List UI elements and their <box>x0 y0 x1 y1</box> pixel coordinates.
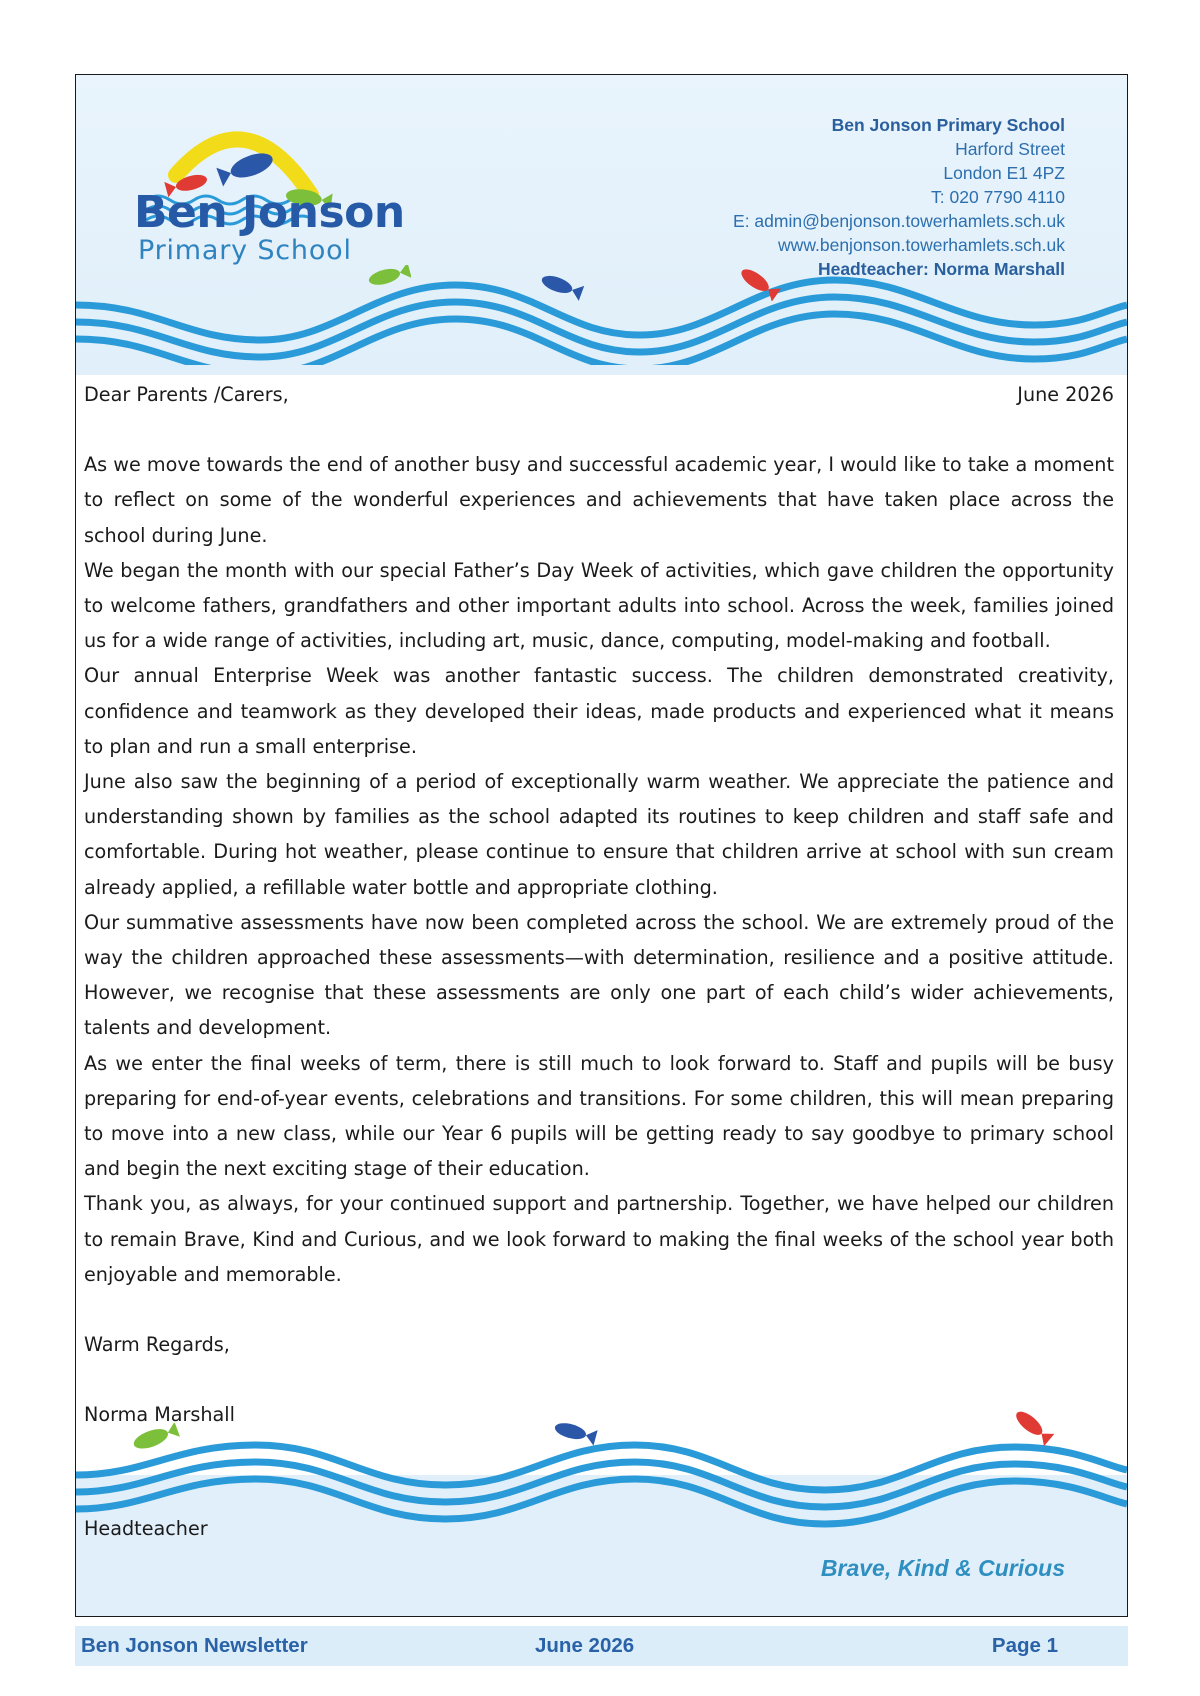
letter-signer: Norma Marshall <box>84 1403 235 1427</box>
green-fish-icon <box>126 1423 186 1463</box>
newsletter-page <box>75 74 1128 1617</box>
blue-fish-icon <box>536 267 586 301</box>
bottom-waves <box>76 1435 1127 1545</box>
letter-signer-title: Headteacher <box>84 1517 208 1540</box>
signer-title-block <box>84 1509 208 1549</box>
paragraph: June also saw the beginning of a period of exceptionally warm weather. We appreciate the patience and understanding shown by families as the school adapted its routines to keep children and staff safe and comfortable. During hot weather, please continue to ensure that children arrive at school with sun cream already applied, a refillable water bottle and appropriate clothing. <box>84 770 1114 899</box>
blue-fish-icon <box>551 1415 601 1449</box>
address-email: E: admin@benjonson.towerhamlets.sch.uk <box>733 211 1065 231</box>
paragraph: We began the month with our special Father’s Day Week of activities, which gave children the opportunity to welcome fathers, grandfathers and other important adults into school. Across the week, families joined us for a wide range of activities, including art, music, dance, computing, model-making and football. <box>84 558 1114 653</box>
letter-date: June 2026 <box>1017 383 1114 406</box>
address-phone: T: 020 7790 4110 <box>931 187 1065 207</box>
paragraph: As we enter the final weeks of term, there is still much to look forward to. Staff and pupils will be busy preparing for end-of-year events, celebrations and transitions. For some children, this will mean preparing to move into a new class, while our Year 6 pupils will be getting ready to say goodbye to primary school and begin the next exciting stage of their education. <box>84 1051 1114 1181</box>
paragraph: As we move towards the end of another busy and successful academic year, I would like to take a moment to reflect on some of the wonderful experiences and achievements that have taken place across the school during June. <box>84 453 1114 547</box>
address-city: London E1 4PZ <box>943 163 1065 183</box>
footer-page-number: Page 1 <box>991 1634 1058 1657</box>
footer-newsletter-title: Ben Jonson Newsletter <box>81 1634 308 1657</box>
footer-date: June 2026 <box>535 1634 635 1657</box>
paragraph: Our annual Enterprise Week was another fantastic success. The children demonstrated creativity, confidence and teamwork as they developed their ideas, made products and experienced what it means to plan and run a small enterprise. <box>84 664 1114 758</box>
letter-body <box>84 377 1114 1432</box>
top-waves <box>76 265 1127 365</box>
address-headteacher: Headteacher: Norma Marshall <box>817 259 1065 279</box>
address-school-name: Ben Jonson Primary School <box>831 115 1065 135</box>
letter-greeting: Dear Parents /Carers, <box>84 383 289 406</box>
red-fish-icon <box>736 261 786 301</box>
address-website: www.benjonson.towerhamlets.sch.uk <box>778 235 1065 255</box>
school-motto: Brave, Kind & Curious <box>820 1555 1065 1581</box>
page-footer <box>75 1626 1128 1666</box>
logo-school-name: Ben Jonson <box>134 187 405 238</box>
letter-header-row <box>84 377 1114 412</box>
paragraph: Our summative assessments have now been completed across the school. We are extremely proud of the way the children approached these assessments—with determination, resilience and a positive attitude. However, we recognise that these assessments are only one part of each child’s wider achievements, talents and development. <box>84 910 1114 1040</box>
red-fish-icon <box>1011 1405 1061 1450</box>
blue-fish-icon <box>216 149 275 187</box>
paragraph: Thank you, as always, for your continued support and partnership. Together, we have helped our children to remain Brave, Kind and Curious, and we look forward to making the final weeks of the school year both enjoyable and memorable. <box>84 1192 1114 1286</box>
green-fish-icon <box>361 265 411 295</box>
address-street: Harford Street <box>955 139 1065 159</box>
logo-school-subtitle: Primary School <box>138 235 352 266</box>
letter-closing: Warm Regards, <box>84 1333 230 1357</box>
school-address <box>733 113 1065 281</box>
